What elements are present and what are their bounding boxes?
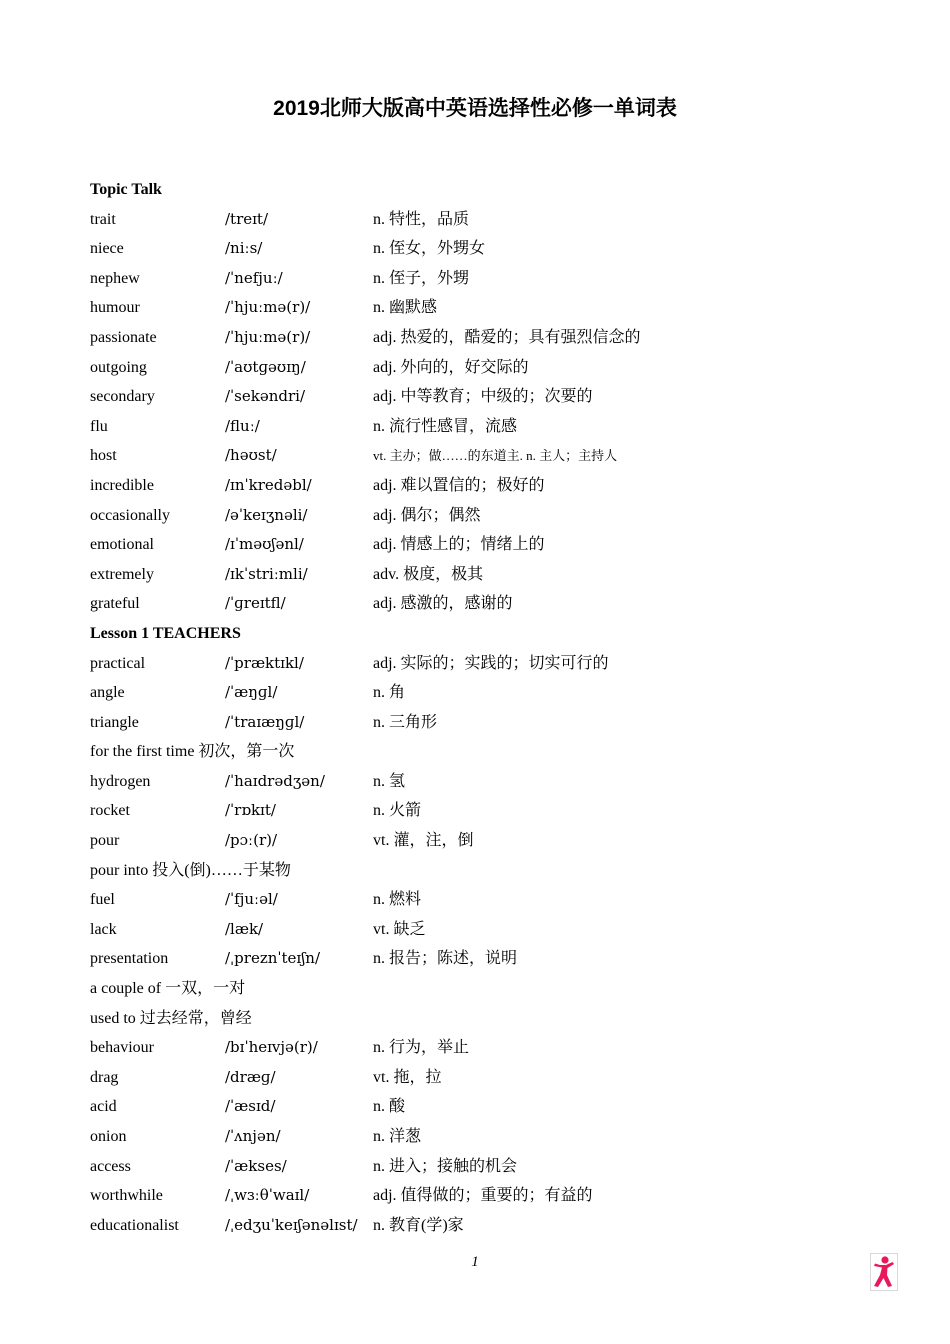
vocab-row	[90, 382, 870, 412]
phonetic: /ˌwɜːθˈwaɪl/	[225, 1186, 310, 1205]
word: humour	[90, 299, 140, 317]
vocab-row	[90, 530, 870, 560]
section-heading: Lesson 1 TEACHERS	[90, 624, 241, 642]
phonetic: /ˌedʒuˈkeɪʃənəlɪst/	[225, 1215, 358, 1234]
phonetic: /ɪkˈstriːmli/	[225, 564, 308, 583]
vocab-row	[90, 560, 870, 590]
phonetic: /ˈhjuːmə(r)/	[225, 298, 311, 317]
word: nephew	[90, 269, 140, 287]
word: emotional	[90, 536, 154, 554]
definition: n. 报告；陈述，说明	[373, 950, 518, 968]
word: onion	[90, 1128, 127, 1145]
phonetic: /fluː/	[225, 416, 260, 435]
definition: adj. 值得做的；重要的；有益的	[373, 1187, 593, 1205]
phonetic: /ˈhjuːmə(r)/	[225, 327, 311, 346]
phrase-row	[90, 974, 870, 1004]
definition: n. 燃料	[373, 891, 422, 909]
vocab-row	[90, 264, 870, 294]
phonetic: /bɪˈheɪvjə(r)/	[225, 1038, 318, 1057]
vocab-row	[90, 1181, 870, 1211]
word: rocket	[90, 802, 130, 820]
vocab-row	[90, 767, 870, 797]
vocab-row	[90, 1033, 870, 1063]
definition: adj. 中等教育；中级的；次要的	[373, 388, 593, 406]
word: flu	[90, 417, 108, 435]
phonetic: /əˈkeɪʒnəli/	[225, 505, 308, 524]
phrase: used to 过去经常，曾经	[90, 1009, 252, 1027]
word: presentation	[90, 950, 169, 968]
definition: n. 角	[373, 684, 406, 702]
phonetic: /ˈpræktɪkl/	[225, 653, 304, 672]
phrase-row	[90, 737, 870, 767]
phonetic: /ˈækses/	[225, 1156, 287, 1175]
definition: n. 流行性感冒，流感	[373, 417, 518, 435]
vocab-row	[90, 293, 870, 323]
vocab-row	[90, 501, 870, 531]
phonetic: /læk/	[225, 919, 264, 938]
phonetic: /ˈrɒkɪt/	[225, 801, 276, 820]
word: worthwhile	[90, 1187, 163, 1205]
word: practical	[90, 654, 146, 672]
vocab-row	[90, 678, 870, 708]
definition: adj. 外向的，好交际的	[373, 358, 529, 376]
vocab-row	[90, 1211, 870, 1241]
word: drag	[90, 1068, 119, 1086]
phrase: pour into 投入(倒)……于某物	[90, 861, 291, 879]
word: incredible	[90, 476, 154, 494]
phrase: a couple of 一双，一对	[90, 980, 246, 998]
word: occasionally	[90, 506, 170, 524]
definition: adv. 极度，极其	[373, 565, 484, 583]
definition: n. 教育(学)家	[373, 1216, 464, 1234]
vocab-row	[90, 353, 870, 383]
vocab-row	[90, 471, 870, 501]
phonetic: /ˈfjuːəl/	[225, 890, 278, 909]
word: secondary	[90, 388, 155, 406]
vocab-row	[90, 412, 870, 442]
vocab-row	[90, 826, 870, 856]
definition: adj. 实际的；实践的；切实可行的	[373, 654, 609, 672]
vocab-row	[90, 796, 870, 826]
word: passionate	[90, 328, 157, 346]
definition: n. 行为，举止	[373, 1039, 470, 1057]
phonetic: /ˌpreznˈteɪʃn/	[225, 949, 321, 968]
vocab-row	[90, 589, 870, 619]
definition: vt. 灌，注，倒	[373, 832, 474, 850]
vocab-row	[90, 885, 870, 915]
definition: adj. 热爱的，酷爱的；具有强烈信念的	[373, 328, 641, 346]
vocab-row	[90, 441, 870, 471]
phonetic: /ˈæsɪd/	[225, 1097, 276, 1116]
vocab-row	[90, 1092, 870, 1122]
word: outgoing	[90, 358, 147, 376]
phonetic: /ˈnefjuː/	[225, 268, 283, 287]
page-title: 2019北师大版高中英语选择性必修一单词表	[273, 97, 677, 120]
definition: n. 幽默感	[373, 299, 438, 317]
phonetic: /ˈɡreɪtfl/	[225, 594, 286, 613]
word: niece	[90, 240, 124, 258]
phonetic: /həʊst/	[225, 446, 277, 465]
vocab-row	[90, 205, 870, 235]
definition: n. 火箭	[373, 802, 422, 820]
vocab-row	[90, 1063, 870, 1093]
word: lack	[90, 920, 117, 938]
vocab-row	[90, 323, 870, 353]
phonetic: /ˈhaɪdrədʒən/	[225, 771, 325, 790]
word: access	[90, 1157, 131, 1175]
person-figure-icon	[870, 1253, 898, 1291]
definition: n. 氢	[373, 772, 406, 790]
phonetic: /dræɡ/	[225, 1067, 276, 1086]
phonetic: /ɪnˈkredəbl/	[225, 475, 312, 494]
page-number: 1	[471, 1254, 479, 1270]
section-heading: Topic Talk	[90, 181, 162, 198]
word: angle	[90, 684, 125, 702]
vocab-row	[90, 1122, 870, 1152]
vocab-row	[90, 1152, 870, 1182]
definition: vt. 缺乏	[373, 920, 426, 938]
vocab-row	[90, 649, 870, 679]
word: extremely	[90, 565, 154, 583]
phonetic: /ˈtraɪæŋɡl/	[225, 712, 305, 731]
word: pour	[90, 832, 120, 850]
definition: n. 侄子，外甥	[373, 269, 470, 287]
definition: adj. 情感上的；情绪上的	[373, 536, 545, 554]
definition: n. 侄女，外甥女	[373, 240, 486, 258]
definition: n. 酸	[373, 1098, 406, 1116]
vocabulary-list	[90, 175, 870, 1240]
word: host	[90, 447, 117, 465]
phonetic: /ˈæŋɡl/	[225, 683, 278, 702]
phrase: for the first time 初次，第一次	[90, 743, 295, 761]
phrase-row	[90, 856, 870, 886]
word: educationalist	[90, 1216, 179, 1234]
definition: vt. 主办；做……的东道主. n. 主人；主持人	[373, 448, 618, 464]
definition: adj. 偶尔；偶然	[373, 506, 481, 524]
phonetic: /ˈʌnjən/	[225, 1127, 281, 1145]
word: fuel	[90, 891, 115, 909]
word: acid	[90, 1098, 117, 1116]
definition: adj. 感激的，感谢的	[373, 595, 513, 613]
phonetic: /niːs/	[225, 239, 263, 258]
word: trait	[90, 210, 116, 228]
word: behaviour	[90, 1039, 154, 1057]
phonetic: /ɪˈməʊʃənl/	[225, 535, 304, 554]
phonetic: /treɪt/	[225, 209, 269, 228]
word: grateful	[90, 595, 140, 613]
vocab-row	[90, 234, 870, 264]
vocab-row	[90, 708, 870, 738]
vocab-row	[90, 915, 870, 945]
definition: n. 特性，品质	[373, 210, 470, 228]
definition: n. 三角形	[373, 713, 438, 731]
phonetic: /ˈaʊtɡəʊɪŋ/	[225, 357, 306, 376]
definition: vt. 拖，拉	[373, 1068, 442, 1086]
phrase-row	[90, 1004, 870, 1034]
word: triangle	[90, 713, 139, 731]
phonetic: /pɔː(r)/	[225, 831, 278, 850]
word: hydrogen	[90, 772, 151, 790]
definition: n. 洋葱	[373, 1128, 422, 1145]
vocab-row	[90, 944, 870, 974]
definition: adj. 难以置信的；极好的	[373, 476, 545, 494]
phonetic: /ˈsekəndri/	[225, 387, 306, 406]
definition: n. 进入；接触的机会	[373, 1157, 518, 1175]
